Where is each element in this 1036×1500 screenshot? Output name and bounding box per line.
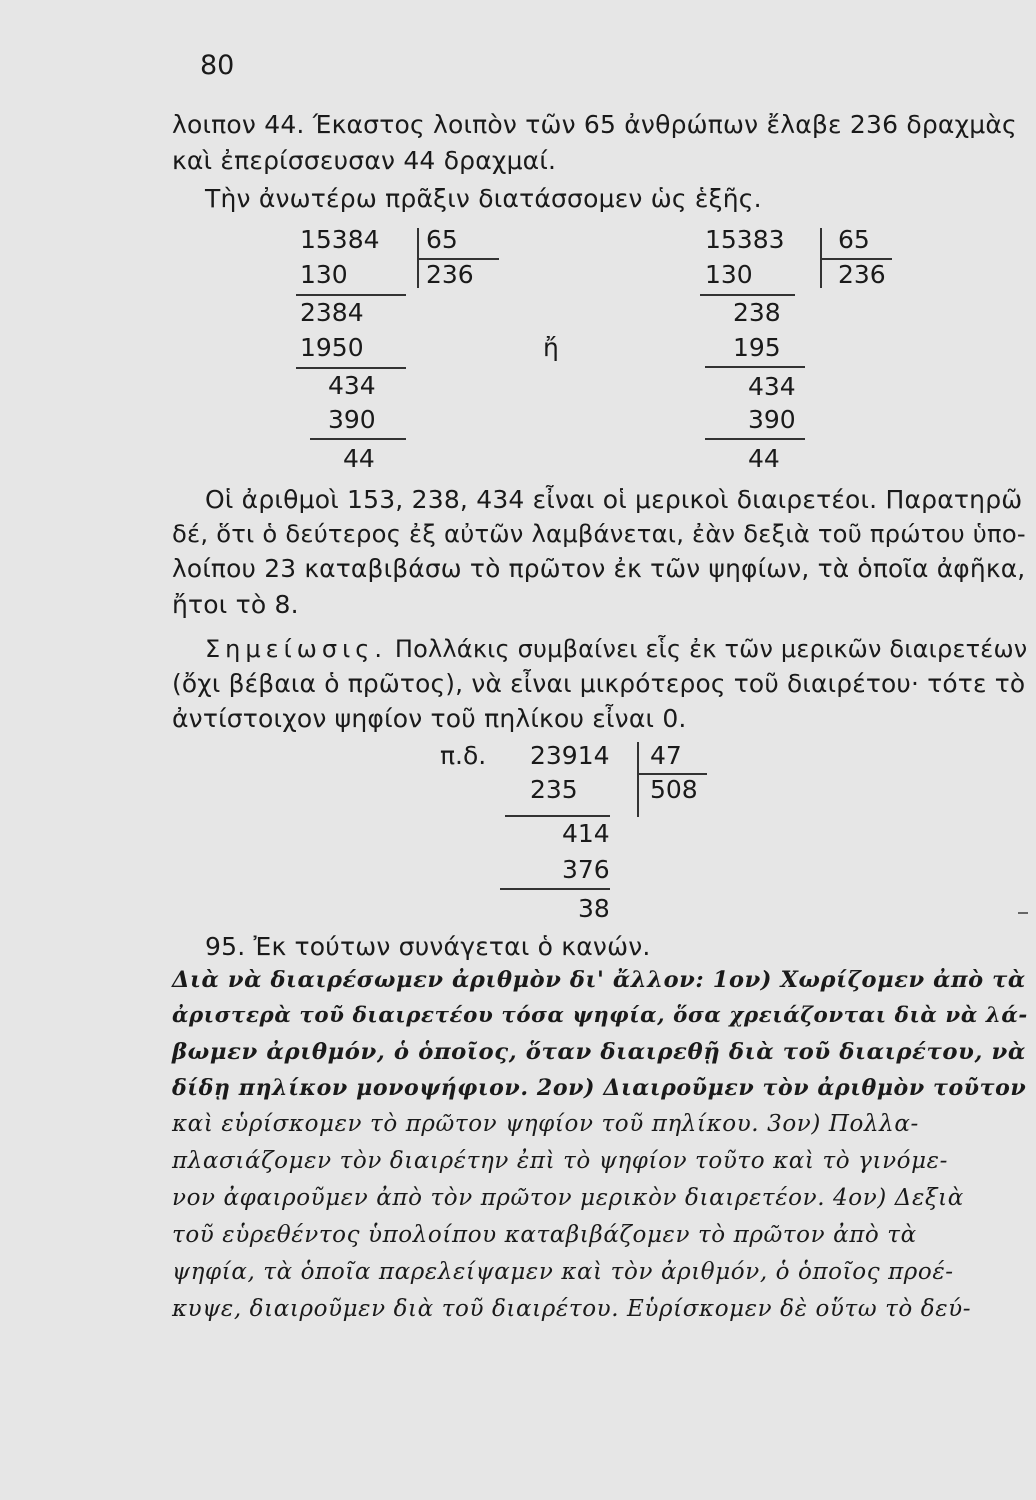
div3-quotient: 508 [650, 775, 698, 804]
rule-line: Διὰ νὰ διαιρέσωμεν ἀριθμὸν δι' ἄλλον: 1ον) Χωρίζομεν ἀπὸ τὰ [172, 967, 1026, 993]
div2-step: 238 [733, 298, 781, 327]
div1-step: 390 [328, 405, 376, 434]
margin-dash [1018, 912, 1028, 914]
div1-dividend: 15384 [300, 225, 380, 254]
div2-quotient: 236 [838, 260, 886, 289]
rule-line: τοῦ εὑρεθέντος ὑπολοίπου καταβιβάζομεν τὸ πρῶτον ἀπὸ τὰ [172, 1222, 917, 1248]
div3-step: 38 [578, 894, 610, 923]
note-line1 [205, 635, 1027, 663]
rule-line: κυψε, διαιροῦμεν διὰ τοῦ διαιρέτου. Εὑρίσκομεν δὲ οὕτω τὸ δεύ- [172, 1296, 972, 1322]
div1-rule-2 [296, 367, 406, 369]
rule-line: ψηφία, τὰ ὁποῖα παρελείψαμεν καὶ τὸν ἀριθμόν, ὁ ὁποῖος προέ- [172, 1259, 954, 1285]
div2-rule-1 [700, 294, 795, 296]
note-line3: ἀντίστοιχον ψηφίον τοῦ πηλίκου εἶναι 0. [172, 704, 687, 733]
para3-line3: λοίπου 23 καταβιβάσω τὸ πρῶτον ἐκ τῶν ψηφίων, τὰ ὁποῖα ἀφῆκα, [172, 554, 1026, 583]
para3-line1: Οἱ ἀριθμοὶ 153, 238, 434 εἶναι οἱ μερικοὶ διαιρετέοι. Παρατηρῶ [205, 485, 1023, 514]
rule-line: νον ἀφαιροῦμεν ἀπὸ τὸν πρῶτον μερικὸν διαιρετέον. 4ον) Δεξιὰ [172, 1185, 964, 1211]
para3-line4: ἤτοι τὸ 8. [172, 590, 299, 619]
or-word: ἤ [543, 333, 559, 362]
div3-step: 235 [530, 775, 578, 804]
div1-step: 434 [328, 371, 376, 400]
div2-dividend: 15383 [705, 225, 785, 254]
div3-rule-2 [500, 888, 610, 890]
para3-line2: δέ, ὅτι ὁ δεύτερος ἐξ αὐτῶν λαμβάνεται, ἐὰν δεξιὰ τοῦ πρώτου ὑπο- [172, 519, 1026, 548]
div1-step: 130 [300, 260, 348, 289]
para1-line2: καὶ ἐπερίσσευσαν 44 δραχμαί. [172, 146, 557, 175]
div1-rule-1 [296, 294, 406, 296]
div1-divisor: 65 [426, 225, 458, 254]
note-line1-text: Πολλάκις συμβαίνει εἷς ἐκ τῶν μερικῶν διαιρετέων [394, 635, 1028, 663]
rule-line: βωμεν ἀριθμόν, ὁ ὁποῖος, ὅταν διαιρεθῇ διὰ τοῦ διαιρέτου, νὰ [172, 1039, 1026, 1065]
note-label: Σημείωσις. [205, 635, 387, 663]
rule-line: καὶ εὑρίσκομεν τὸ πρῶτον ψηφίον τοῦ πηλίκου. 3ον) Πολλα- [172, 1111, 919, 1137]
div2-step: 130 [705, 260, 753, 289]
div1-step: 44 [343, 444, 375, 473]
div1-step: 1950 [300, 333, 364, 362]
div3-step: 376 [562, 855, 610, 884]
rule-line: δίδῃ πηλίκον μονοψήφιον. 2ον) Διαιροῦμεν τὸν ἀριθμὸν τοῦτον [172, 1075, 1027, 1101]
div2-step: 434 [748, 372, 796, 401]
div1-rule-3 [310, 438, 406, 440]
div3-dividend: 23914 [530, 741, 610, 770]
div3-step: 414 [562, 819, 610, 848]
div2-step: 390 [748, 405, 796, 434]
div1-step: 2384 [300, 298, 364, 327]
rule-line: πλασιάζομεν τὸν διαιρέτην ἐπὶ τὸ ψηφίον τοῦτο καὶ τὸ γινόμε- [172, 1148, 948, 1174]
div3-rule-1 [505, 815, 610, 817]
note-line2: (ὄχι βέβαια ὁ πρῶτος), νὰ εἶναι μικρότερος τοῦ διαιρέτου· τότε τὸ [172, 669, 1026, 698]
div1-quotient: 236 [426, 260, 474, 289]
div2-step: 44 [748, 444, 780, 473]
para2-line1: Τὴν ἀνωτέρω πρᾶξιν διατάσσομεν ὡς ἑξῆς. [205, 184, 762, 213]
div3-prefix: π.δ. [440, 741, 487, 770]
div2-rule-3 [705, 438, 805, 440]
div3-vertical-bar [637, 742, 639, 817]
page-number: 80 [200, 50, 235, 81]
section95-heading: 95. Ἐκ τούτων συνάγεται ὁ κανών. [205, 932, 651, 961]
div3-divisor: 47 [650, 741, 682, 770]
para1-line1: λοιπον 44. Έκαστος λοιπὸν τῶν 65 ἀνθρώπων ἔλαβε 236 δραχμὰς [172, 110, 1017, 139]
div2-step: 195 [733, 333, 781, 362]
rule-line: ἀριστερὰ τοῦ διαιρετέου τόσα ψηφία, ὅσα χρειάζονται διὰ νὰ λά- [172, 1003, 1028, 1028]
div2-rule-2 [705, 366, 805, 368]
div2-divisor: 65 [838, 225, 870, 254]
